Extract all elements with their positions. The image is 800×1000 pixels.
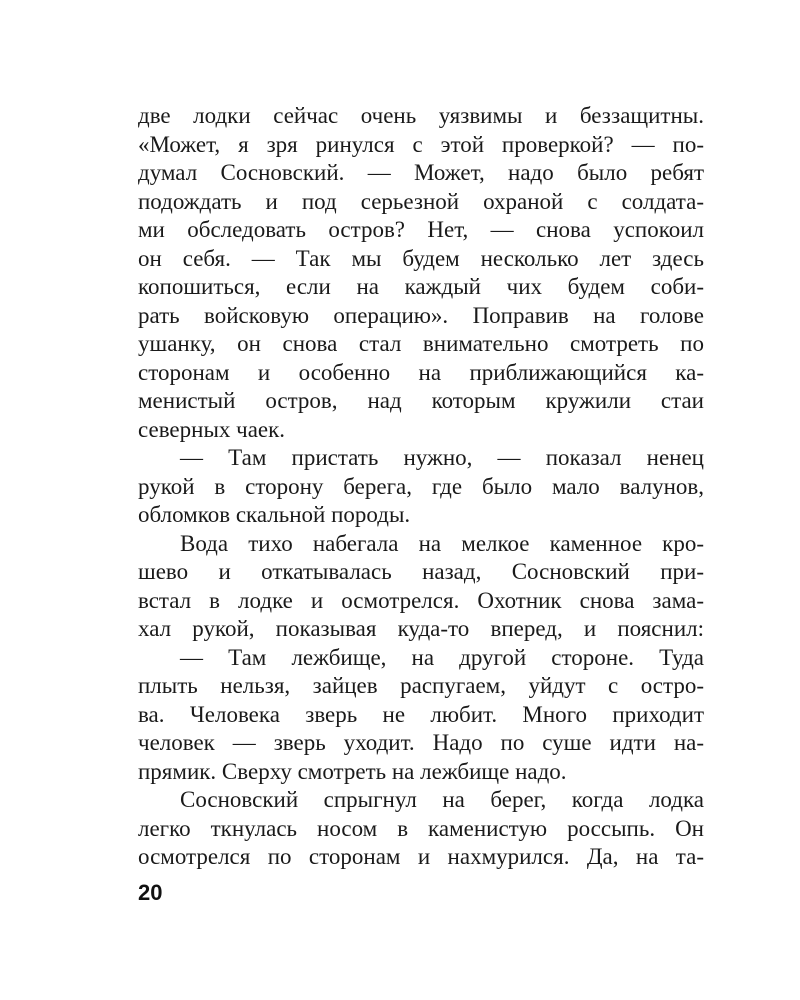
page-body-text — [138, 102, 704, 872]
text-line: Сосновский спрыгнул на берег, когда лодка — [180, 787, 704, 812]
text-line: Вода тихо набегала на мелкое каменное кро- — [180, 530, 704, 556]
text-line: — Там лежбище, на другой стороне. Туда — [180, 644, 704, 670]
page-number: 20 — [138, 880, 163, 905]
text-line: легко ткнулась носом в каменистую россыпь. Он — [138, 815, 704, 841]
text-line: думал Сосновский. — Может, надо было ребят — [138, 160, 704, 185]
text-line: рать войсковую операцию». Поправив на голове — [138, 302, 704, 328]
text-line: две лодки сейчас очень уязвимы и беззащитны. — [138, 103, 704, 128]
text-line: ва. Человека зверь не любит. Много приходит — [138, 701, 704, 727]
text-line: сторонам и особенно на приближающийся ка- — [138, 359, 704, 385]
text-line: осмотрелся по сторонам и нахмурился. Да, на та- — [138, 844, 704, 869]
text-line: рукой в сторону берега, где было мало валунов, — [138, 473, 704, 499]
text-line: — Там пристать нужно, — показал ненец — [180, 445, 704, 470]
text-line: «Может, я зря ринулся с этой проверкой? — по- — [138, 131, 704, 157]
text-line: северных чаек. — [138, 416, 286, 442]
text-line: плыть нельзя, зайцев распугаем, уйдут с остро- — [138, 673, 704, 698]
text-line: встал в лодке и осмотрелся. Охотник снова зама- — [138, 587, 704, 613]
text-line: шево и откатывалась назад, Сосновский при- — [138, 559, 704, 584]
text-line: менистый остров, над которым кружили стаи — [138, 388, 704, 413]
text-line: обломков скальной породы. — [138, 502, 411, 527]
text-line: прямик. Сверху смотреть на лежбище надо. — [138, 758, 567, 784]
text-line: ушанку, он снова стал внимательно смотреть по — [138, 331, 704, 356]
text-line: подождать и под серьезной охраной с солдата- — [138, 188, 704, 214]
text-line: он себя. — Так мы будем несколько лет здесь — [138, 245, 704, 271]
text-line: человек — зверь уходит. Надо по суше идти на- — [138, 730, 704, 755]
text-line: копошиться, если на каждый чих будем соби- — [138, 274, 704, 299]
text-line: ми обследовать остров? Нет, — снова успокоил — [138, 217, 704, 242]
text-line: хал рукой, показывая куда-то вперед, и пояснил: — [138, 616, 704, 641]
